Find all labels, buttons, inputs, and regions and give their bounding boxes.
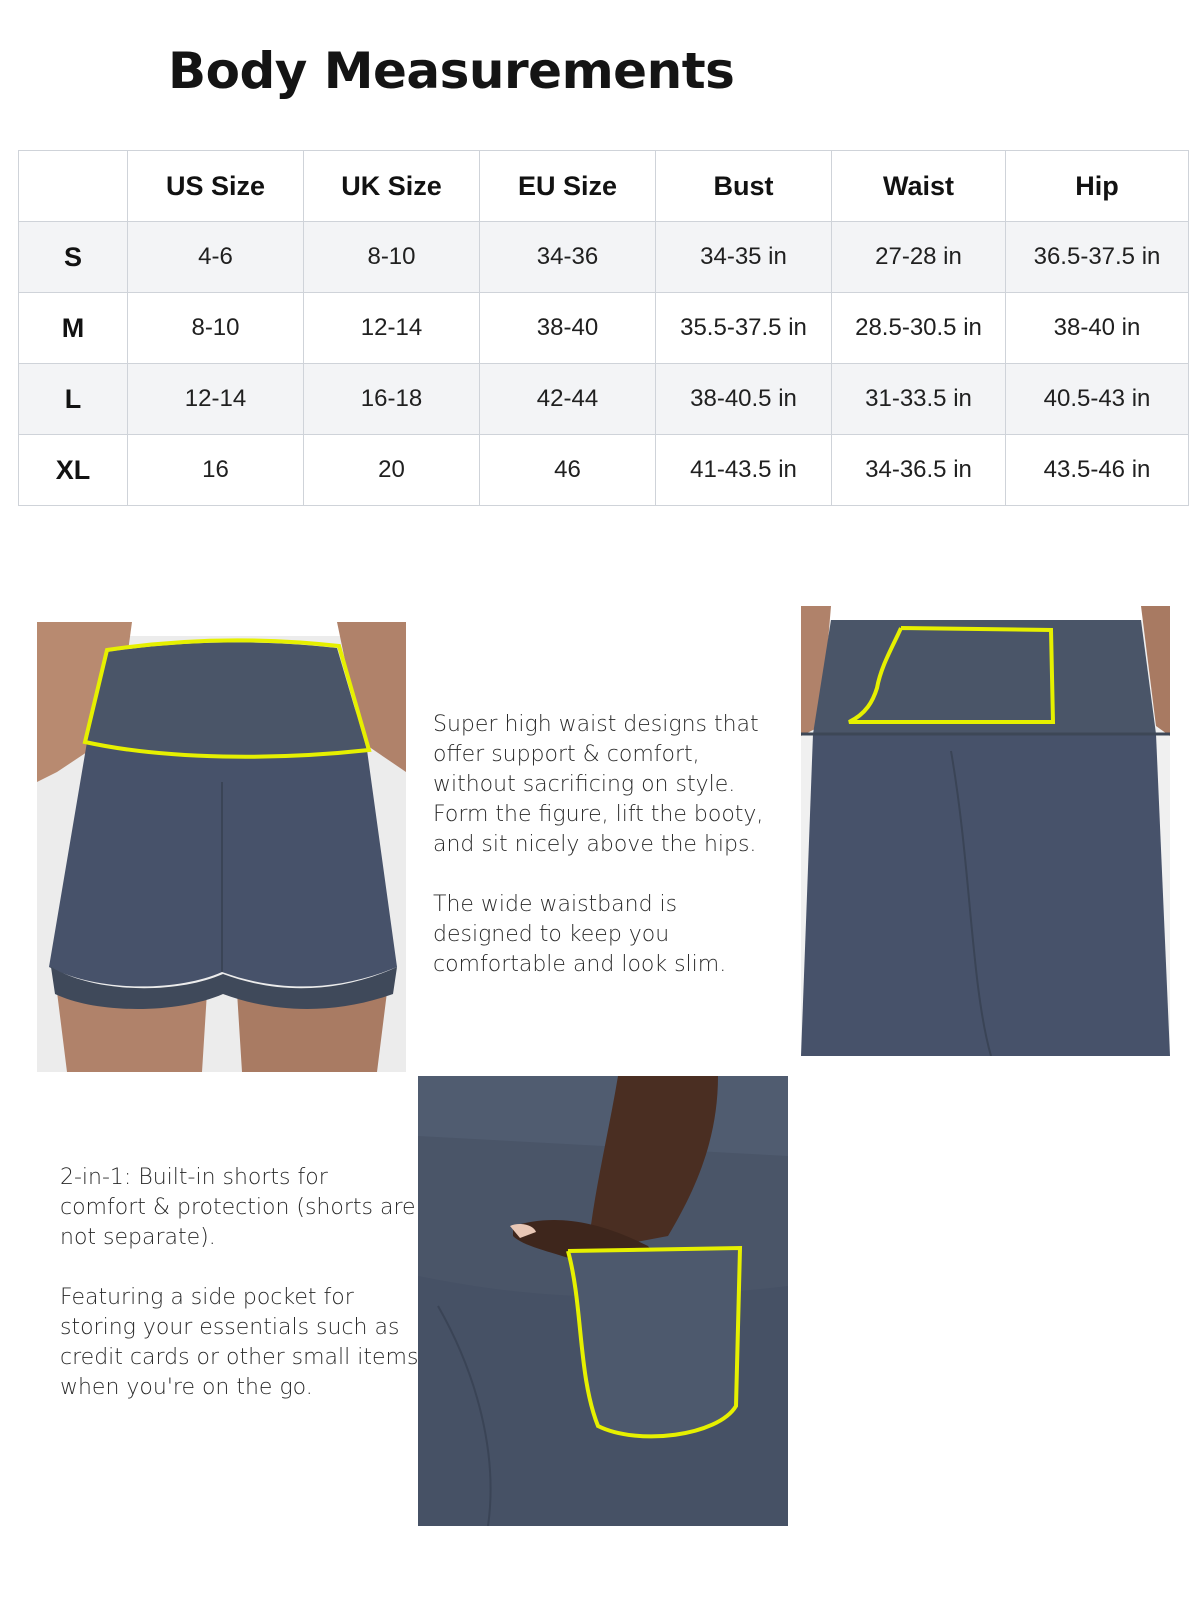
size-label: M xyxy=(19,293,128,364)
size-label: XL xyxy=(19,435,128,506)
table-cell: 36.5-37.5 in xyxy=(1006,222,1189,293)
header-bust: Bust xyxy=(656,151,832,222)
table-cell: 46 xyxy=(480,435,656,506)
header-us-size: US Size xyxy=(128,151,304,222)
table-row xyxy=(19,222,1189,293)
table-cell: 38-40.5 in xyxy=(656,364,832,435)
table-cell: 34-35 in xyxy=(656,222,832,293)
table-cell: 12-14 xyxy=(128,364,304,435)
table-row xyxy=(19,435,1189,506)
table-cell: 34-36 xyxy=(480,222,656,293)
table-cell: 38-40 in xyxy=(1006,293,1189,364)
shorts-front-photo xyxy=(37,622,406,1072)
header-eu-size: EU Size xyxy=(480,151,656,222)
header-waist: Waist xyxy=(832,151,1006,222)
waistband-description xyxy=(433,710,783,1010)
shorts-pocket-photo xyxy=(418,1076,788,1526)
table-cell: 40.5-43 in xyxy=(1006,364,1189,435)
table-row xyxy=(19,293,1189,364)
table-cell: 20 xyxy=(304,435,480,506)
table-cell: 28.5-30.5 in xyxy=(832,293,1006,364)
table-header-row xyxy=(19,151,1189,222)
table-cell: 35.5-37.5 in xyxy=(656,293,832,364)
header-cell-blank xyxy=(19,151,128,222)
built-in-text-1: 2-in-1: Built-in shorts for comfort & protection (shorts are not separate). xyxy=(60,1165,416,1250)
waistband-text-2: The wide waistband is designed to keep you comfortable and look slim. xyxy=(433,892,727,977)
table-cell: 4-6 xyxy=(128,222,304,293)
table-cell: 27-28 in xyxy=(832,222,1006,293)
table-cell: 16-18 xyxy=(304,364,480,435)
table-cell: 8-10 xyxy=(128,293,304,364)
size-label: S xyxy=(19,222,128,293)
table-cell: 8-10 xyxy=(304,222,480,293)
table-cell: 38-40 xyxy=(480,293,656,364)
table-cell: 16 xyxy=(128,435,304,506)
table-row xyxy=(19,364,1189,435)
table-cell: 43.5-46 in xyxy=(1006,435,1189,506)
built-in-shorts-description xyxy=(60,1163,420,1433)
table-cell: 42-44 xyxy=(480,364,656,435)
shorts-back-photo xyxy=(801,606,1170,1056)
table-cell: 34-36.5 in xyxy=(832,435,1006,506)
table-cell: 41-43.5 in xyxy=(656,435,832,506)
size-chart-table xyxy=(18,150,1189,506)
header-uk-size: UK Size xyxy=(304,151,480,222)
table-cell: 12-14 xyxy=(304,293,480,364)
page-title: Body Measurements xyxy=(168,42,735,100)
waistband-text-1: Super high waist designs that offer support & comfort, without sacrificing on style. Form the figure, lift the booty, and sit nicely above the hips. xyxy=(433,712,764,857)
size-label: L xyxy=(19,364,128,435)
table-cell: 31-33.5 in xyxy=(832,364,1006,435)
header-hip: Hip xyxy=(1006,151,1189,222)
built-in-text-2: Featuring a side pocket for storing your essentials such as credit cards or other small items when you're on the go. xyxy=(60,1285,419,1400)
